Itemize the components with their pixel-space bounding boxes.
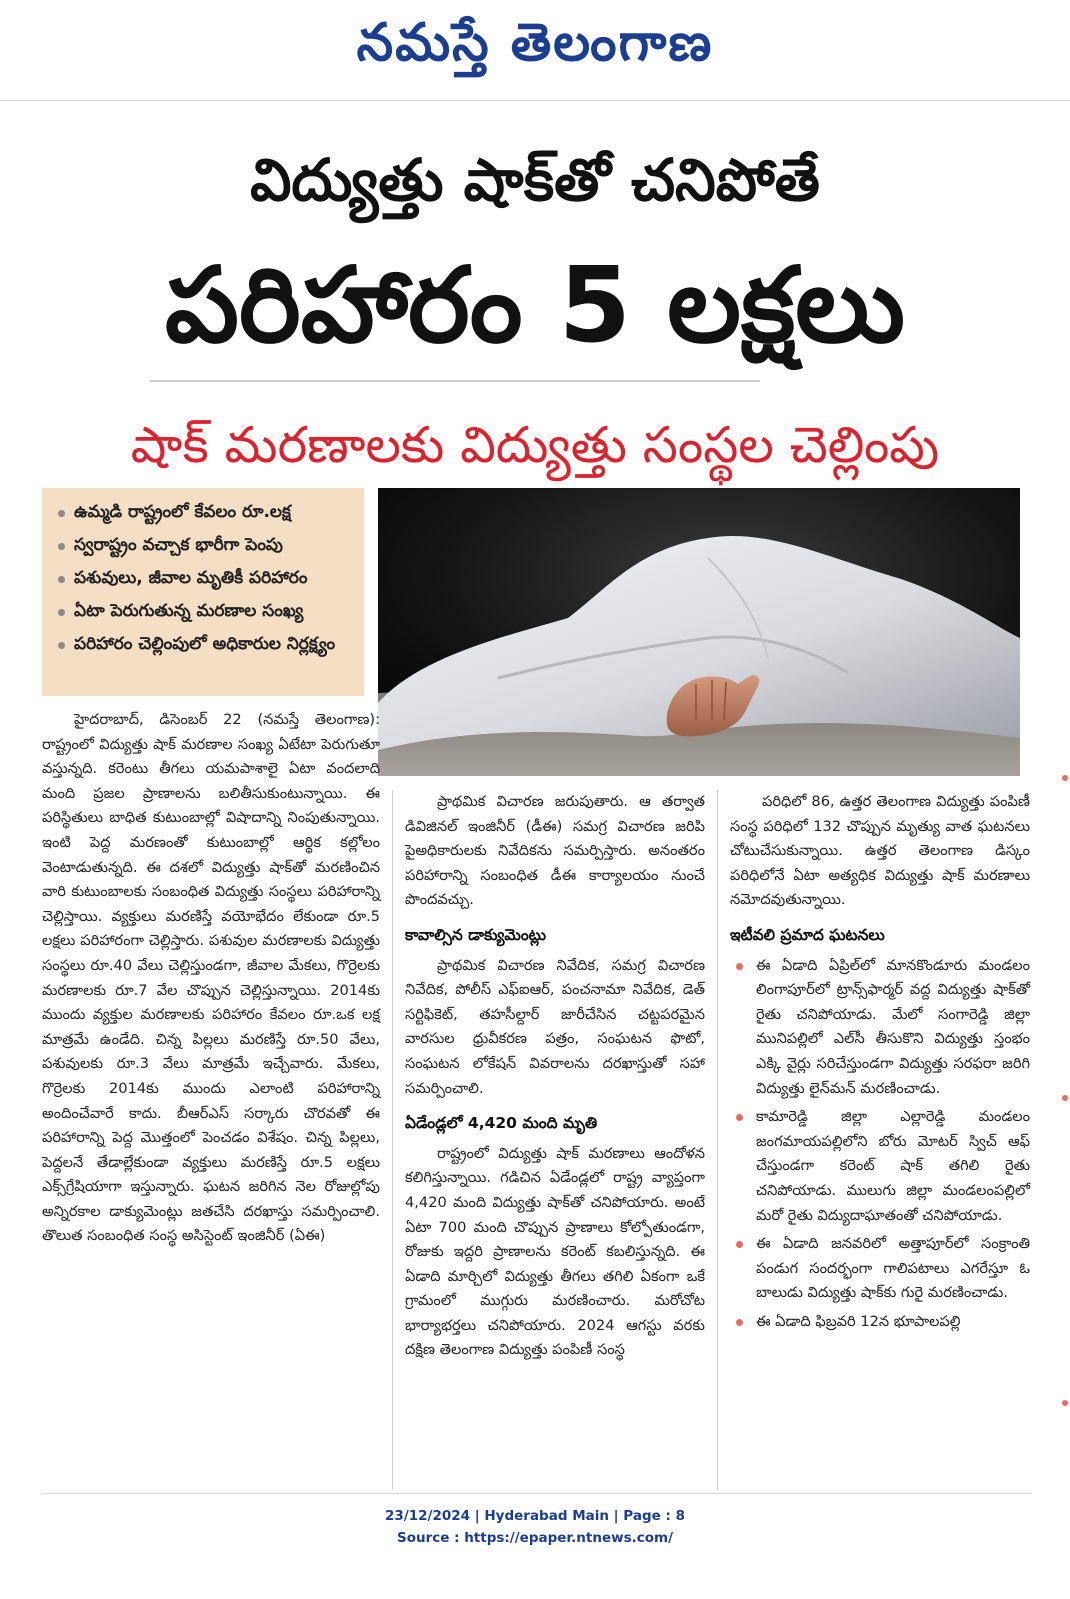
footer-source-link[interactable]: Source : https://epaper.ntnews.com/ bbox=[396, 1530, 674, 1546]
article-photo bbox=[378, 488, 1020, 776]
subheadline: షాక్ మరణాలకు విద్యుత్తు సంస్థల చెల్లింపు bbox=[130, 416, 940, 474]
footer-divider bbox=[42, 1493, 1032, 1494]
column-divider bbox=[392, 790, 393, 1490]
footer-date-edition: 23/12/2024 | Hyderabad Main | Page : 8 bbox=[385, 1508, 685, 1524]
article-paragraph: ప్రాథమిక విచారణ నివేదిక, సమగ్ర విచారణ నివేదిక, పోలీస్ ఎఫ్ఐఆర్, పంచనామా నివేదిక, డెత్ సర్టిఫికెట్, తహసీల్దార్ జారీచేసిన చట్టపరమైన వారసుల ధ్రువీకరణ పత్రం, సంఘటన ఫొటో, సంఘటన లోకేషన్ వివరాలను దరఖాస్తుతో సహా సమర్పించాలి. bbox=[405, 956, 705, 1097]
headline-line-2: పరిహారం 5 లక్షలు bbox=[165, 244, 905, 366]
headline-divider bbox=[150, 380, 760, 382]
highlights-box bbox=[42, 488, 364, 696]
highlight-item: స్వరాష్ట్రం వచ్చాక భారీగా పెంపు bbox=[56, 529, 364, 562]
headline-line-1: విద్యుత్తు షాక్‌తో చనిపోతే bbox=[250, 146, 820, 214]
adjacent-bullet bbox=[1062, 775, 1068, 781]
article-column-2 bbox=[405, 790, 705, 1363]
article-paragraph: ప్రాథమిక విచారణ జరుపుతారు. ఆ తర్వాత డివిజినల్ ఇంజినీర్ (డీఈ) సమగ్ర విచారణ జరిపి పైఅధికారులకు నివేదికను సమర్పిస్తారు. అనంతరం పరిహారాన్ని సంబంధిత డీఈ కార్యాలయం నుంచే పొందవచ్చు. bbox=[405, 793, 705, 909]
adjacent-bullet bbox=[1062, 1400, 1068, 1406]
article-column-1 bbox=[42, 708, 380, 1249]
adjacent-bullet bbox=[1062, 1095, 1068, 1101]
highlights-list bbox=[42, 496, 364, 661]
incident-item: ఈ ఏడాది జనవరిలో అత్తాపూర్‌లో సంక్రాంతి పండుగ సందర్భంగా గాలిపటాలు ఎగరేస్తూ ఓ బాలుడు విద్యుత్తు షాక్‌కు గురై మరణించాడు. bbox=[730, 1232, 1030, 1306]
highlight-item: ఏటా పెరుగుతున్న మరణాల సంఖ్య bbox=[56, 595, 364, 628]
article-paragraph: హైదరాబాద్, డిసెంబర్ 22 (నమస్తే తెలంగాణ): రాష్ట్రంలో విద్యుత్తు షాక్ మరణాల సంఖ్య ఏటేటా పెరుగుతూ వస్తున్నది. కరెంటు తీగలు యమపాశాలై ఏటా వందలాది మంది ప్రజల ప్రాణాలను బలితీసుకుంటున్నాయి. ఈ పరిస్థితులు బాధిత కుటుంబాల్లో విషాదాన్ని నింపుతున్నాయి. ఇంటి పెద్ద మరణంతో కుటుంబాల్లో ఆర్థిక కల్లోలం వెంటాడుతున్నది. ఈ దశలో విద్యుత్తు షాక్‌తో మరణించిన వారి కుటుంబాలకు సంబంధిత విద్యుత్తు సంస్థలు పరిహారాన్ని చెల్లిస్తాయి. వ్యక్తులు మరణిస్తే వయోభేదం లేకుండా రూ.5 లక్షలు పరిహారంగా చెల్లిస్తారు. పశువుల మరణాలకు విద్యుత్తు సంస్థలు రూ.40 వేలు చెల్లిస్తుండగా, జీవాల మేకలు, గొర్రెలకు మరణాలకు రూ.7 వేల చొప్పున చెల్లిస్తున్నాయి. 2014కు ముందు వ్యక్తుల మరణాలకు పరిహారం కేవలం రూ.ఒక లక్ష మాత్రమే ఉండేది. చిన్న పిల్లలు మరణిస్తే రూ.50 వేలు, పశువులకు రూ.3 వేలు మాత్రమే ఇచ్చేవారు. మేకలు, గొర్రెలకు 2014కు ముందు ఎలాంటి పరిహారాన్ని అందించేవారే కాదు. బీఆర్ఎస్ సర్కారు చొరవతో ఈ పరిహారాన్ని పెద్ద మొత్తంలో పెంచడం విశేషం. చిన్న పిల్లలు, పెద్దలనే తేడాల్లేకుండా వ్యక్తులు మరణిస్తే రూ.5 లక్షలు ఎక్స్‌గ్రేషియాగా ఇస్తున్నారు. ఘటన జరిగిన నెల రోజుల్లోపు అన్నిరకాల డాక్యుమెంట్లు జతచేసి దరఖాస్తు సమర్పించాలి. తొలుత సంబంధిత సంస్థ అసిస్టెంట్ ఇంజినీర్ (ఏఈ) bbox=[42, 711, 380, 1245]
article-column-3 bbox=[730, 790, 1030, 1338]
article-paragraph: రాష్ట్రంలో విద్యుత్తు షాక్ మరణాలు ఆందోళన కలిగిస్తున్నాయి. గడిచిన ఏడేండ్లలో రాష్ట్ర వ్యాప్తంగా 4,420 మంది విద్యుత్తు షాక్‌తో చనిపోయారు. అంటే ఏటా 700 మంది చొప్పున ప్రాణాలు కోల్పోతుండగా, రోజుకు ఇద్దరి ప్రాణాలను కరెంట్ కబలిస్తున్నది. ఈ ఏడాది మార్చిలో విద్యుత్తు తీగలు తగిలి ఏకంగా ఒకే గ్రామంలో ముగ్గురు మరణించారు. మరోచోట భార్యాభర్తలు చనిపోయారు. 2024 ఆగస్టు వరకు దక్షిణ తెలంగాణ విద్యుత్తు పంపిణీ సంస్థ bbox=[405, 1144, 705, 1359]
article-paragraph: పరిధిలో 86, ఉత్తర తెలంగాణ విద్యుత్తు పంపిణీ సంస్థ పరిధిలో 132 చొప్పున మృత్యు వాత ఘటనలు చోటుచేసుకున్నాయి. ఉత్తర తెలంగాణ డిస్కం పరిధిలోనే ఏటా అత్యధిక విద్యుత్తు షాక్ మరణాలు నమోదవుతున్నాయి. bbox=[730, 793, 1030, 909]
masthead-divider bbox=[0, 100, 1070, 101]
incident-item: ఈ ఏడాది ఫిబ్రవరి 12న భూపాలపల్లి bbox=[730, 1310, 1030, 1335]
section-heading: ఇటీవలి ప్రమాద ఘటనలు bbox=[730, 925, 885, 944]
section-heading: కావాల్సిన డాక్యుమెంట్లు bbox=[405, 925, 547, 944]
highlight-item: ఉమ్మడి రాష్ట్రంలో కేవలం రూ.లక్ష bbox=[56, 496, 364, 529]
incident-item: ఈ ఏడాది ఏప్రిల్‌లో మానకొండూరు మండలం లింగాపూర్‌లో ట్రాన్స్‌ఫార్మర్ వద్ద విద్యుత్తు షాక్‌తో రైతు చనిపోయాడు. మేలో సంగారెడ్డి జిల్లా మునిపల్లిలో ఎల్‌సీ తీసుకొని విద్యుత్తు స్తంభం ఎక్కి వైర్లు సరిచేస్తుండగా విద్యుత్తు సరఫరా జరిగి విద్యుత్తు లైన్‌మన్ మరణించాడు. bbox=[730, 954, 1030, 1102]
section-heading: ఏడేండ్లలో 4,420 మంది మృతి bbox=[405, 1114, 598, 1133]
highlight-item: పరిహారం చెల్లింపులో అధికారుల నిర్లక్ష్యం bbox=[56, 628, 364, 661]
incident-item: కామారెడ్డి జిల్లా ఎల్లారెడ్డి మండలం జంగమాయపల్లిలోని బోరు మోటర్ స్విచ్ ఆఫ్ చేస్తుండగా కరెంట్ షాక్ తగిలి రైతు చనిపోయాడు. ములుగు జిల్లా మండలంపల్లిలో మరో రైతు విద్యుదాఘాతంతో చనిపోయాడు. bbox=[730, 1105, 1030, 1228]
masthead-logo: నమస్తే తెలంగాణ bbox=[356, 12, 714, 73]
column-divider bbox=[717, 790, 718, 1490]
highlight-item: పశువులు, జీవాల మృతికీ పరిహారం bbox=[56, 562, 364, 595]
incident-list bbox=[730, 954, 1030, 1335]
